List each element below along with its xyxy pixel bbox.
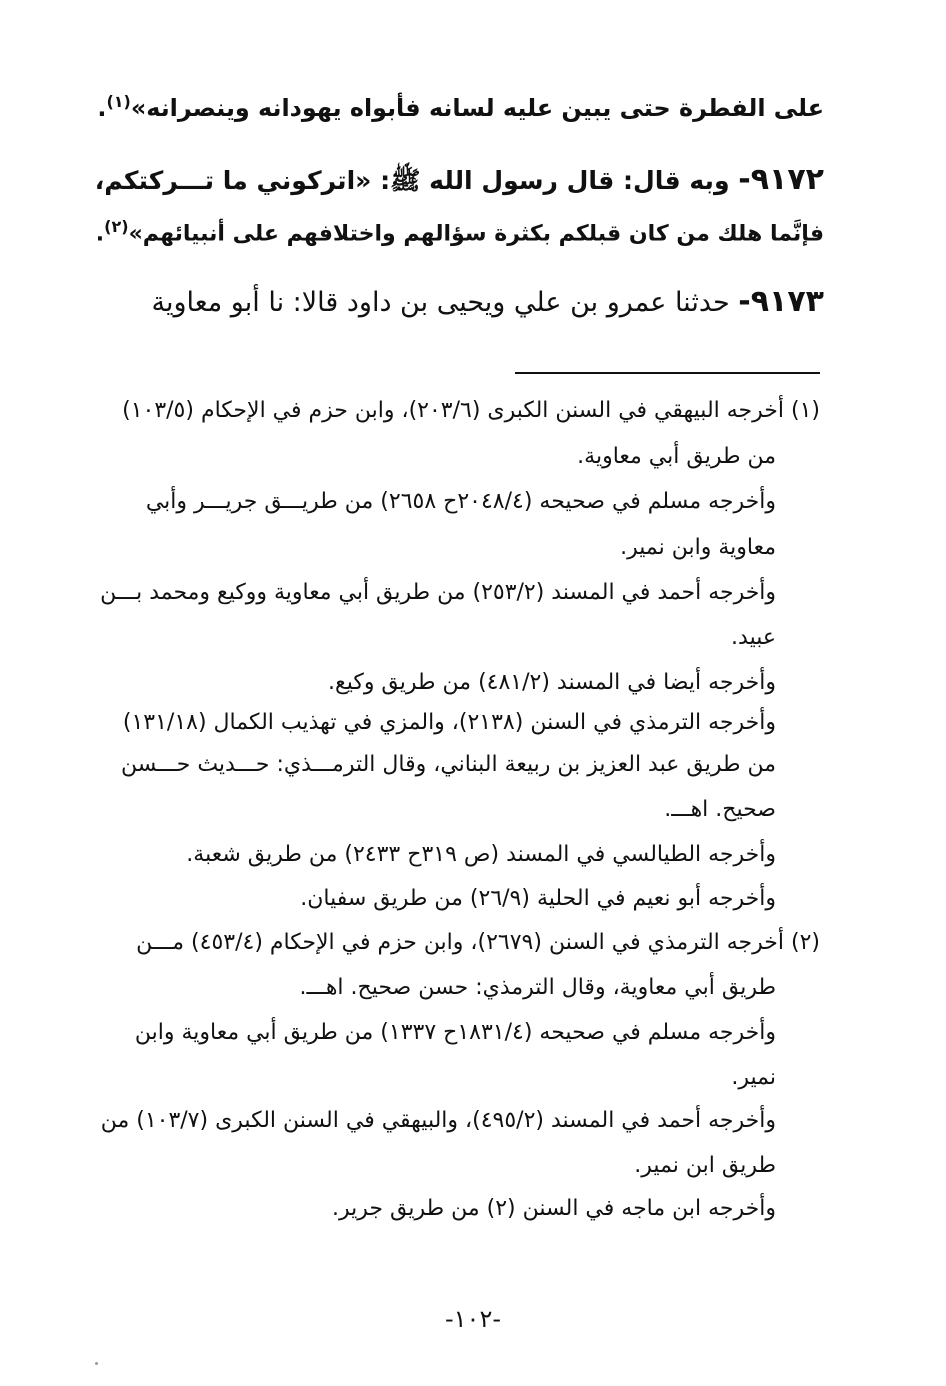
hadith-9172-line	[95, 162, 824, 202]
footnote-line: وأخرجه أحمد في المسند (٢٥٣/٢) من طريق أبي معاوية ووكيع ومحمد بـــن	[100, 580, 776, 605]
footnote-line: (١) أخرجه البيهقي في السنن الكبرى (٢٠٣/٦)، وابن حزم في الإحكام (١٠٣/٥)	[122, 398, 820, 423]
footnote-line: عبيد.	[731, 625, 776, 650]
main-line-3-text: فإنَّما هلك من كان قبلكم بكثرة سؤالهم واختلافهم على أنبيائهم»	[128, 221, 824, 247]
footnote-line: صحيح. اهـــ.	[664, 797, 776, 822]
footnote-line: وأخرجه ابن ماجه في السنن (٢) من طريق جرير.	[331, 1196, 776, 1221]
footnote-separator	[515, 372, 820, 374]
footnote-ref-2: (٢)	[104, 217, 129, 236]
footnote-line: وأخرجه أحمد في المسند (٤٩٥/٢)، والبيهقي في السنن الكبرى (١٠٣/٧) من	[100, 1108, 776, 1133]
footnote-line: من طريق عبد العزيز بن ربيعة البناني، وقال الترمـــذي: حـــديث حـــسن	[121, 752, 776, 777]
hadith-9173-line	[151, 284, 824, 319]
hadith-9173-text: حدثنا عمرو بن علي ويحيى بن داود قالا: نا أبو معاوية	[151, 287, 739, 318]
footnote-line: طريق أبي معاوية، وقال الترمذي: حسن صحيح. اهـــ.	[299, 975, 776, 1000]
footnote-line: من طريق أبي معاوية.	[577, 444, 776, 469]
footnote-line: (٢) أخرجه الترمذي في السنن (٢٦٧٩)، وابن حزم في الإحكام (٤٥٣/٤) مـــن	[136, 930, 820, 955]
hadith-9172-text: وبه قال: قال رسول الله ﷺ: «اتركوني ما تـــركتكم،	[94, 166, 739, 195]
main-line-3	[96, 217, 824, 246]
footnote-line: وأخرجه مسلم في صحيحه (١٨٣١/٤ح ١٣٣٧) من طريق أبي معاوية وابن	[134, 1020, 776, 1045]
main-line-1-text: على الفطرة حتى يبين عليه لسانه فأبواه يهودانه وينصرانه»	[130, 93, 824, 122]
hadith-number-9172: ٩١٧٢-	[738, 162, 824, 197]
footnote-line: نمير.	[731, 1065, 776, 1090]
page-number: -١٠٢-	[444, 1305, 501, 1333]
footnote-line: وأخرجه مسلم في صحيحه (٢٠٤٨/٤ح ٢٦٥٨) من طريـــق جريـــر وأبي	[145, 489, 776, 514]
scan-speck	[95, 1362, 98, 1365]
footnote-line: طريق ابن نمير.	[634, 1153, 776, 1178]
footnote-ref-1: (١)	[106, 92, 131, 111]
footnote-line: وأخرجه أيضا في المسند (٤٨١/٢) من طريق وكيع.	[328, 670, 776, 695]
hadith-number-9173: ٩١٧٣-	[738, 284, 824, 319]
main-line-1	[97, 92, 824, 122]
main-line-3-end: .	[95, 221, 105, 247]
footnote-line: وأخرجه الطيالسي في المسند (ص ٣١٩ح ٢٤٣٣) من طريق شعبة.	[186, 842, 776, 867]
footnote-line: وأخرجه أبو نعيم في الحلية (٢٦/٩) من طريق سفيان.	[300, 886, 776, 911]
footnote-line: وأخرجه الترمذي في السنن (٢١٣٨)، والمزي في تهذيب الكمال (١٣١/١٨)	[122, 710, 776, 735]
main-line-1-end: .	[97, 93, 107, 122]
footnote-line: معاوية وابن نمير.	[620, 535, 776, 560]
